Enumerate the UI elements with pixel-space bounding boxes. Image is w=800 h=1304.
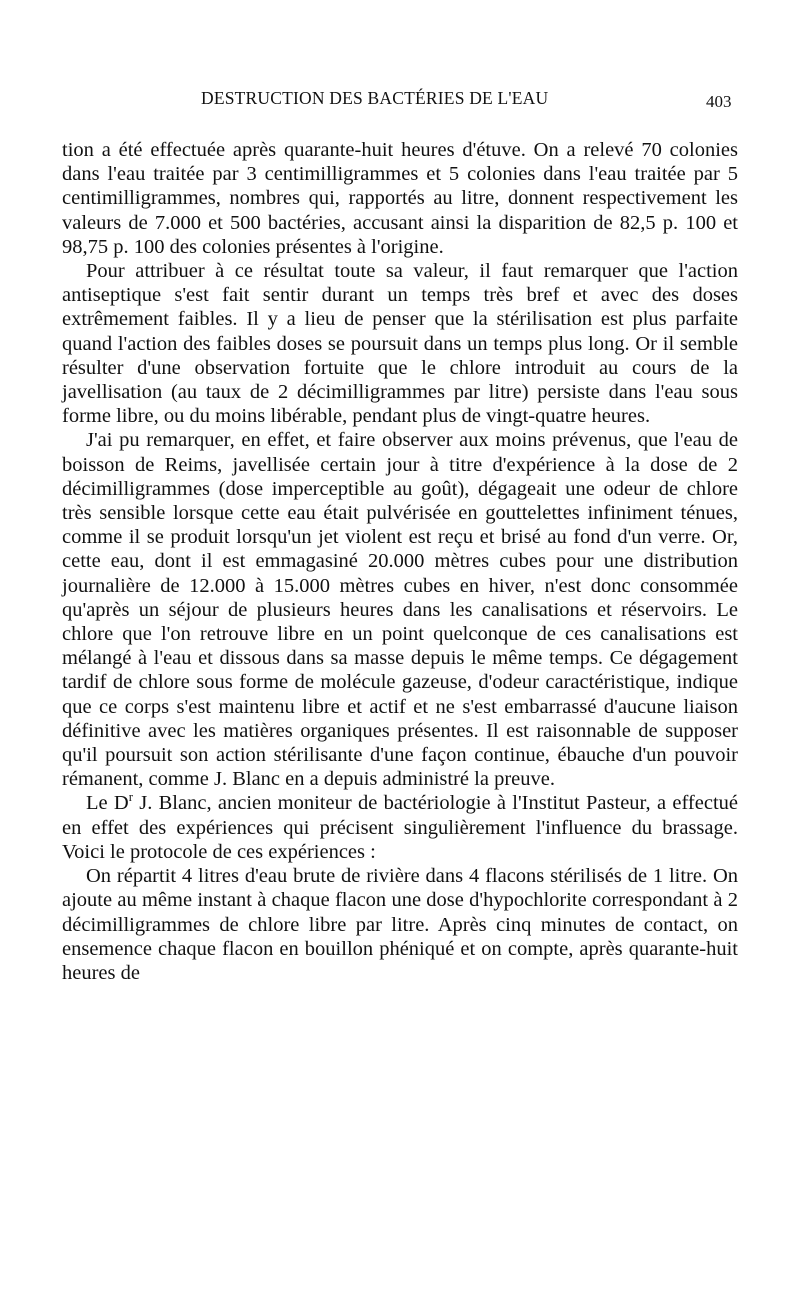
paragraph-blanc-experiments: [62, 791, 738, 864]
paragraph-blanc-lead: Le D: [86, 792, 129, 815]
body-text: [62, 138, 738, 985]
page-number: 403: [706, 92, 732, 111]
running-title: DESTRUCTION DES BACTÉRIES DE L'EAU: [201, 88, 549, 108]
page-header: [0, 88, 800, 118]
paragraph-protocol: On répartit 4 litres d'eau brute de rivière dans 4 flacons stérilisés de 1 litre. On ajoute au même instant à chaque flacon une dose d'hypochlorite correspondant à 2 décimilligrammes de chlore libre par litre. Après cinq minutes de contact, on ensemence chaque flacon en bouillon phéniqué et on compte, après quarante-huit heures de: [62, 865, 738, 984]
paragraph-antiseptic-action: Pour attribuer à ce résultat toute sa valeur, il faut remarquer que l'action antiseptique s'est fait sentir durant un temps très bref et avec des doses extrêmement faibles. Il y a lieu de penser que la stérilisation est plus parfaite quand l'action des faibles doses se poursuit dans un temps plus long. Or il semble résulter d'une observation fortuite que le chlore introduit au cours de la javellisation (au taux de 2 décimilligrammes par litre) persiste dans l'eau sous forme libre, ou du moins libérable, pendant plus de vingt-quatre heures.: [62, 260, 738, 428]
paragraph-blanc-rest: J. Blanc, ancien moniteur de bactériologie à l'Institut Pasteur, a effectué en effet des expériences qui précisent singulièrement l'influence du brassage. Voici le protocole de ces expériences :: [62, 792, 738, 863]
doctor-superscript: r: [128, 790, 133, 805]
paragraph-continuation: tion a été effectuée après quarante-huit heures d'étuve. On a relevé 70 colonies dans l'eau traitée par 3 centimilligrammes et 5 colonies dans l'eau traitée par 5 centimilligrammes, nombres qui, rapportés au litre, donnent respectivement les valeurs de 7.000 et 500 bactéries, accusant ainsi la disparition de 82,5 p. 100 et 98,75 p. 100 des colonies présentes à l'origine.: [62, 139, 738, 258]
paragraph-reims-observation: J'ai pu remarquer, en effet, et faire observer aux moins prévenus, que l'eau de boisson de Reims, javellisée certain jour à titre d'expérience à la dose de 2 décimilligrammes (dose imperceptible au goût), dégageait une odeur de chlore très sensible lorsque cette eau était pulvérisée en gouttelettes infiniment ténues, comme il se produit lorsqu'un jet violent est reçu et brisé au fond d'un verre. Or, cette eau, dont il est emmagasiné 20.000 mètres cubes pour une distribution journalière de 12.000 à 15.000 mètres cubes en hiver, n'est donc consommée qu'après un séjour de plusieurs heures dans les canalisations et réservoirs. Le chlore que l'on retrouve libre en un point quelconque de ces canalisations est mélangé à l'eau et dissous dans sa masse depuis le même temps. Ce dégagement tardif de chlore sous forme de molécule gazeuse, d'odeur caractéristique, indique que ce corps s'est maintenu libre et actif et ne s'est embarrassé d'aucune liaison définitive avec les matières organiques présentes. Il est raisonnable de supposer qu'il poursuit son action stérilisante d'une façon continue, ébauche d'un pouvoir rémanent, comme J. Blanc en a depuis administré la preuve.: [62, 429, 738, 791]
